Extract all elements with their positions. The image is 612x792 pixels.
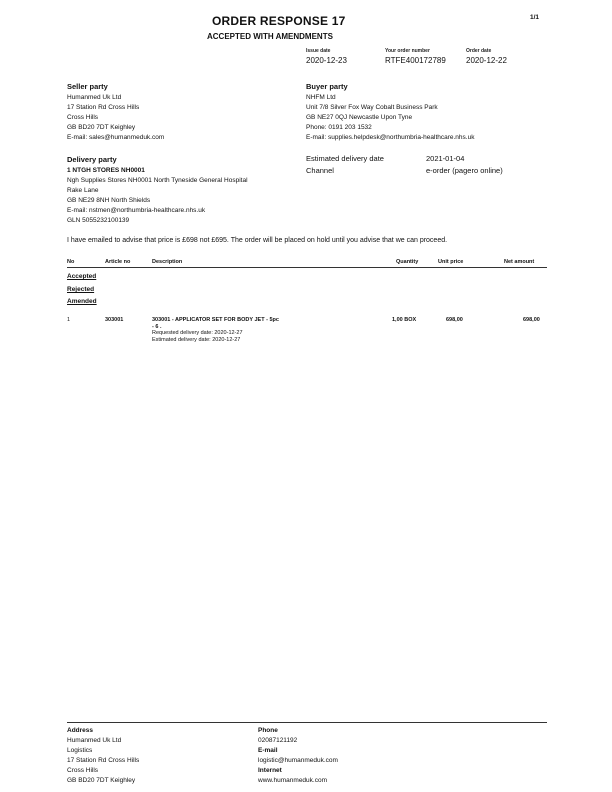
document-title: ORDER RESPONSE 17 — [212, 14, 346, 28]
order-date-label: Order date — [466, 48, 492, 54]
seller-heading: Seller party — [67, 82, 108, 91]
footer-rule — [67, 722, 547, 723]
row-no: 1 — [67, 317, 71, 323]
seller-line: Cross Hills — [67, 114, 99, 121]
table-header-rule — [67, 267, 547, 268]
col-article: Article no — [105, 259, 131, 265]
seller-line: 17 Station Rd Cross Hills — [67, 104, 140, 111]
delivery-line: Rake Lane — [67, 187, 99, 194]
delivery-line: 1 NTGH STORES NH0001 — [67, 167, 145, 174]
row-estimated-date: Estimated delivery date: 2020-12-27 — [152, 336, 241, 343]
row-desc-line2: - 6 . — [152, 323, 162, 330]
footer-email: logistic@humanmeduk.com — [258, 757, 338, 764]
col-no: No — [67, 259, 75, 265]
footer-address-line: Cross Hills — [67, 767, 99, 774]
order-note: I have emailed to advise that price is £698 not £695. The order will be placed on hold until you advise that we can proceed. — [67, 237, 448, 244]
footer-phone-heading: Phone — [258, 727, 278, 734]
document-status: ACCEPTED WITH AMENDMENTS — [207, 32, 333, 41]
col-net-amount: Net amount — [504, 259, 535, 265]
section-accepted: Accepted — [67, 273, 97, 280]
buyer-address — [306, 93, 474, 143]
buyer-line: NHFM Ltd — [306, 94, 336, 101]
footer-contact — [258, 726, 338, 786]
row-description — [152, 317, 279, 343]
buyer-line: GB NE27 0QJ Newcastle Upon Tyne — [306, 114, 413, 121]
buyer-heading: Buyer party — [306, 82, 348, 91]
row-article: 303001 — [105, 317, 124, 323]
seller-address — [67, 93, 164, 143]
order-date: 2020-12-22 — [466, 56, 507, 65]
col-description: Description — [152, 259, 183, 265]
issue-date: 2020-12-23 — [306, 56, 347, 65]
delivery-line: Ngh Supplies Stores NH0001 North Tyneside General Hospital — [67, 177, 248, 184]
your-order-number: RTFE400172789 — [385, 56, 446, 65]
row-unit-price: 698,00 — [446, 317, 463, 323]
footer-internet: www.humanmeduk.com — [258, 777, 327, 784]
footer-address — [67, 736, 139, 786]
footer-phone: 02087121192 — [258, 737, 298, 744]
your-order-label: Your order number — [385, 48, 430, 54]
section-amended: Amended — [67, 298, 97, 305]
delivery-heading: Delivery party — [67, 155, 117, 164]
footer-address-line: Humanmed Uk Ltd — [67, 737, 122, 744]
issue-date-label: Issue date — [306, 48, 331, 54]
buyer-phone: Phone: 0191 203 1532 — [306, 124, 372, 131]
delivery-gln: GLN 5055232100139 — [67, 217, 130, 224]
delivery-email: E-mail: nstmen@northumbria-healthcare.nhs.uk — [67, 207, 206, 214]
row-quantity: 1,00 BOX — [392, 317, 417, 323]
footer-address-line: Logistics — [67, 747, 93, 754]
estimated-delivery-label: Estimated delivery date — [306, 154, 384, 163]
footer-email-heading: E-mail — [258, 747, 278, 754]
seller-email: E-mail: sales@humanmeduk.com — [67, 134, 165, 141]
footer-address-line: GB BD20 7DT Keighley — [67, 777, 136, 784]
col-quantity: Quantity — [396, 259, 419, 265]
footer-address-line: 17 Station Rd Cross Hills — [67, 757, 140, 764]
channel-value: e-order (pagero online) — [426, 166, 503, 175]
buyer-line: Unit 7/8 Silver Fox Way Cobalt Business Park — [306, 104, 438, 111]
channel-label: Channel — [306, 166, 334, 175]
buyer-email: E-mail: supplies.helpdesk@northumbria-healthcare.nhs.uk — [306, 134, 475, 141]
delivery-line: GB NE29 8NH North Shields — [67, 197, 151, 204]
col-unit-price: Unit price — [438, 259, 464, 265]
seller-line: Humanmed Uk Ltd — [67, 94, 122, 101]
page-number: 1/1 — [530, 14, 540, 21]
delivery-address — [67, 166, 248, 226]
seller-line: GB BD20 7DT Keighley — [67, 124, 136, 131]
row-requested-date: Requested delivery date: 2020-12-27 — [152, 330, 243, 336]
row-net-amount: 698,00 — [523, 317, 540, 323]
footer-internet-heading: Internet — [258, 767, 282, 774]
section-rejected: Rejected — [67, 286, 95, 293]
footer-address-heading: Address — [67, 727, 94, 734]
row-desc-line1: 303001 - APPLICATOR SET FOR BODY JET - 5pc — [152, 317, 279, 323]
estimated-delivery-value: 2021-01-04 — [426, 154, 465, 163]
